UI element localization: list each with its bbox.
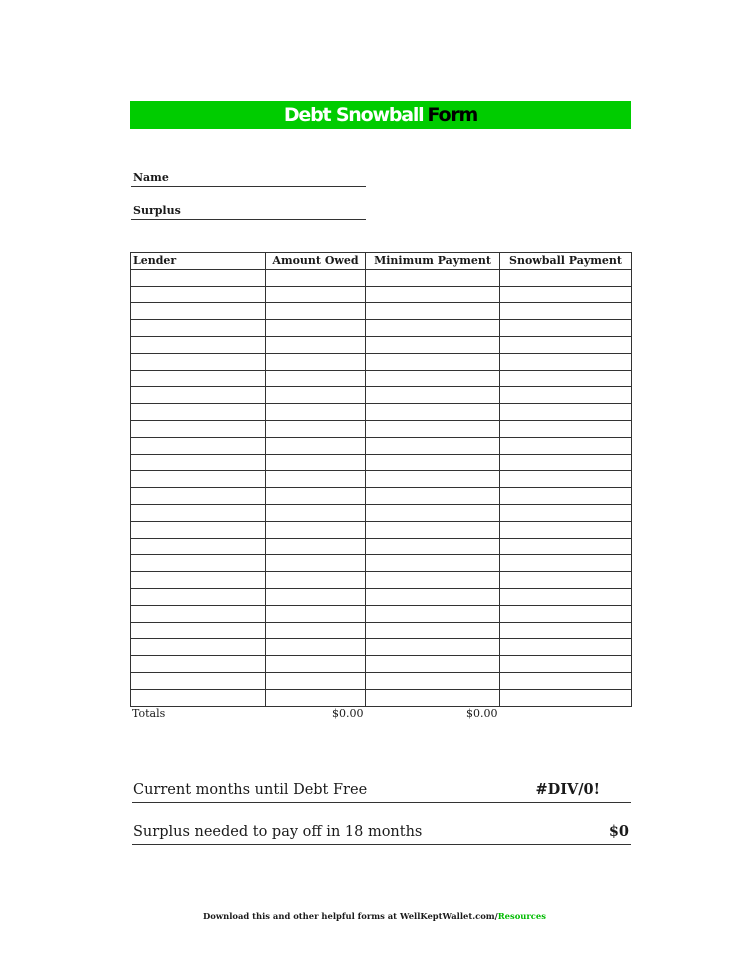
cell-snowball-payment[interactable]: [500, 336, 632, 353]
table-row: [131, 521, 632, 538]
cell-snowball-payment[interactable]: [500, 656, 632, 673]
cell-minimum-payment[interactable]: [366, 605, 500, 622]
cell-amount-owed[interactable]: [266, 454, 366, 471]
table-row: [131, 454, 632, 471]
cell-lender[interactable]: [131, 622, 266, 639]
cell-amount-owed[interactable]: [266, 387, 366, 404]
title-part-debt-snowball: Debt Snowball: [283, 104, 424, 126]
footer-site-link[interactable]: WellKeptWallet.com/: [399, 911, 498, 921]
cell-snowball-payment[interactable]: [500, 420, 632, 437]
cell-amount-owed[interactable]: [266, 420, 366, 437]
table-row: [131, 538, 632, 555]
cell-lender[interactable]: [131, 353, 266, 370]
header-amount-owed: Amount Owed: [266, 253, 366, 270]
cell-lender[interactable]: [131, 504, 266, 521]
cell-snowball-payment[interactable]: [500, 404, 632, 421]
cell-snowball-payment[interactable]: [500, 605, 632, 622]
footer-text: Download this and other helpful forms at: [203, 911, 400, 921]
table-row: [131, 605, 632, 622]
cell-amount-owed[interactable]: [266, 605, 366, 622]
cell-snowball-payment[interactable]: [500, 286, 632, 303]
table-row: [131, 588, 632, 605]
cell-amount-owed[interactable]: [266, 437, 366, 454]
cell-snowball-payment[interactable]: [500, 471, 632, 488]
table-row: [131, 572, 632, 589]
cell-lender[interactable]: [131, 303, 266, 320]
cell-minimum-payment[interactable]: [366, 572, 500, 589]
surplus-field[interactable]: [131, 204, 366, 220]
totals-minimum-payment: $0.00: [466, 707, 498, 720]
cell-lender[interactable]: [131, 656, 266, 673]
table-row: [131, 303, 632, 320]
cell-minimum-payment[interactable]: [366, 387, 500, 404]
cell-snowball-payment[interactable]: [500, 689, 632, 706]
cell-minimum-payment[interactable]: [366, 404, 500, 421]
cell-snowball-payment[interactable]: [500, 387, 632, 404]
cell-lender[interactable]: [131, 488, 266, 505]
cell-minimum-payment[interactable]: [366, 454, 500, 471]
cell-amount-owed[interactable]: [266, 269, 366, 286]
cell-snowball-payment[interactable]: [500, 437, 632, 454]
table-row: [131, 387, 632, 404]
cell-snowball-payment[interactable]: [500, 488, 632, 505]
table-row: [131, 555, 632, 572]
cell-lender[interactable]: [131, 269, 266, 286]
table-row: [131, 622, 632, 639]
cell-snowball-payment[interactable]: [500, 269, 632, 286]
cell-amount-owed[interactable]: [266, 689, 366, 706]
table-row: [131, 286, 632, 303]
cell-lender[interactable]: [131, 672, 266, 689]
cell-snowball-payment[interactable]: [500, 555, 632, 572]
table-row: [131, 689, 632, 706]
cell-amount-owed[interactable]: [266, 639, 366, 656]
cell-minimum-payment[interactable]: [366, 269, 500, 286]
cell-amount-owed[interactable]: [266, 555, 366, 572]
cell-lender[interactable]: [131, 689, 266, 706]
cell-minimum-payment[interactable]: [366, 689, 500, 706]
cell-minimum-payment[interactable]: [366, 538, 500, 555]
surplus-needed-18-months: [132, 821, 631, 845]
cell-minimum-payment[interactable]: [366, 420, 500, 437]
cell-lender[interactable]: [131, 370, 266, 387]
table-row: [131, 370, 632, 387]
header-snowball-payment: Snowball Payment: [500, 253, 632, 270]
cell-amount-owed[interactable]: [266, 353, 366, 370]
cell-snowball-payment[interactable]: [500, 588, 632, 605]
months-label: Current months until Debt Free: [133, 782, 368, 798]
cell-lender[interactable]: [131, 588, 266, 605]
table-row: [131, 504, 632, 521]
table-row: [131, 320, 632, 337]
cell-minimum-payment[interactable]: [366, 370, 500, 387]
cell-minimum-payment[interactable]: [366, 521, 500, 538]
debt-table: [130, 252, 632, 707]
table-header-row: [131, 253, 632, 270]
table-row: [131, 269, 632, 286]
months-value: #DIV/0!: [535, 781, 600, 798]
cell-minimum-payment[interactable]: [366, 471, 500, 488]
cell-amount-owed[interactable]: [266, 303, 366, 320]
footer-note: [0, 910, 749, 922]
cell-minimum-payment[interactable]: [366, 286, 500, 303]
table-row: [131, 488, 632, 505]
surplus-label: Surplus: [133, 204, 181, 217]
table-row: [131, 656, 632, 673]
cell-snowball-payment[interactable]: [500, 303, 632, 320]
cell-minimum-payment[interactable]: [366, 672, 500, 689]
cell-snowball-payment[interactable]: [500, 370, 632, 387]
cell-amount-owed[interactable]: [266, 370, 366, 387]
header-lender: Lender: [131, 253, 266, 270]
cell-amount-owed[interactable]: [266, 521, 366, 538]
cell-amount-owed[interactable]: [266, 622, 366, 639]
cell-lender[interactable]: [131, 538, 266, 555]
surplus18-value: $0: [608, 823, 629, 840]
cell-amount-owed[interactable]: [266, 471, 366, 488]
cell-amount-owed[interactable]: [266, 320, 366, 337]
cell-amount-owed[interactable]: [266, 404, 366, 421]
cell-lender[interactable]: [131, 320, 266, 337]
table-row: [131, 672, 632, 689]
table-row: [131, 639, 632, 656]
cell-amount-owed[interactable]: [266, 538, 366, 555]
cell-snowball-payment[interactable]: [500, 521, 632, 538]
debt-table-container: [130, 252, 631, 707]
cell-minimum-payment[interactable]: [366, 488, 500, 505]
cell-minimum-payment[interactable]: [366, 622, 500, 639]
cell-snowball-payment[interactable]: [500, 353, 632, 370]
cell-lender[interactable]: [131, 471, 266, 488]
cell-lender[interactable]: [131, 454, 266, 471]
months-until-debt-free: [132, 779, 631, 803]
cell-snowball-payment[interactable]: [500, 454, 632, 471]
table-row: [131, 404, 632, 421]
cell-lender[interactable]: [131, 572, 266, 589]
cell-snowball-payment[interactable]: [500, 572, 632, 589]
surplus18-label: Surplus needed to pay off in 18 months: [133, 824, 423, 840]
cell-minimum-payment[interactable]: [366, 588, 500, 605]
cell-snowball-payment[interactable]: [500, 504, 632, 521]
cell-amount-owed[interactable]: [266, 504, 366, 521]
cell-amount-owed[interactable]: [266, 336, 366, 353]
cell-lender[interactable]: [131, 286, 266, 303]
totals-label: Totals: [132, 707, 166, 720]
cell-minimum-payment[interactable]: [366, 504, 500, 521]
cell-snowball-payment[interactable]: [500, 639, 632, 656]
cell-minimum-payment[interactable]: [366, 555, 500, 572]
table-row: [131, 336, 632, 353]
header-minimum-payment: Minimum Payment: [366, 253, 500, 270]
cell-lender[interactable]: [131, 605, 266, 622]
cell-lender[interactable]: [131, 336, 266, 353]
name-field[interactable]: [131, 171, 366, 187]
totals-amount-owed: $0.00: [332, 707, 364, 720]
cell-minimum-payment[interactable]: [366, 336, 500, 353]
cell-amount-owed[interactable]: [266, 572, 366, 589]
cell-amount-owed[interactable]: [266, 672, 366, 689]
table-row: [131, 353, 632, 370]
cell-snowball-payment[interactable]: [500, 320, 632, 337]
cell-lender[interactable]: [131, 437, 266, 454]
cell-lender[interactable]: [131, 639, 266, 656]
cell-lender[interactable]: [131, 420, 266, 437]
cell-amount-owed[interactable]: [266, 286, 366, 303]
table-row: [131, 437, 632, 454]
cell-minimum-payment[interactable]: [366, 353, 500, 370]
table-row: [131, 471, 632, 488]
cell-lender[interactable]: [131, 387, 266, 404]
cell-lender[interactable]: [131, 555, 266, 572]
cell-lender[interactable]: [131, 521, 266, 538]
cell-lender[interactable]: [131, 404, 266, 421]
cell-amount-owed[interactable]: [266, 488, 366, 505]
cell-amount-owed[interactable]: [266, 656, 366, 673]
cell-minimum-payment[interactable]: [366, 656, 500, 673]
cell-minimum-payment[interactable]: [366, 303, 500, 320]
form-title-banner: [130, 101, 631, 129]
cell-snowball-payment[interactable]: [500, 538, 632, 555]
footer-resources-link[interactable]: Resources: [497, 911, 546, 921]
cell-minimum-payment[interactable]: [366, 320, 500, 337]
cell-amount-owed[interactable]: [266, 588, 366, 605]
cell-snowball-payment[interactable]: [500, 622, 632, 639]
cell-minimum-payment[interactable]: [366, 639, 500, 656]
table-row: [131, 420, 632, 437]
cell-snowball-payment[interactable]: [500, 672, 632, 689]
cell-minimum-payment[interactable]: [366, 437, 500, 454]
name-label: Name: [133, 171, 169, 184]
title-part-form: Form: [427, 104, 478, 126]
